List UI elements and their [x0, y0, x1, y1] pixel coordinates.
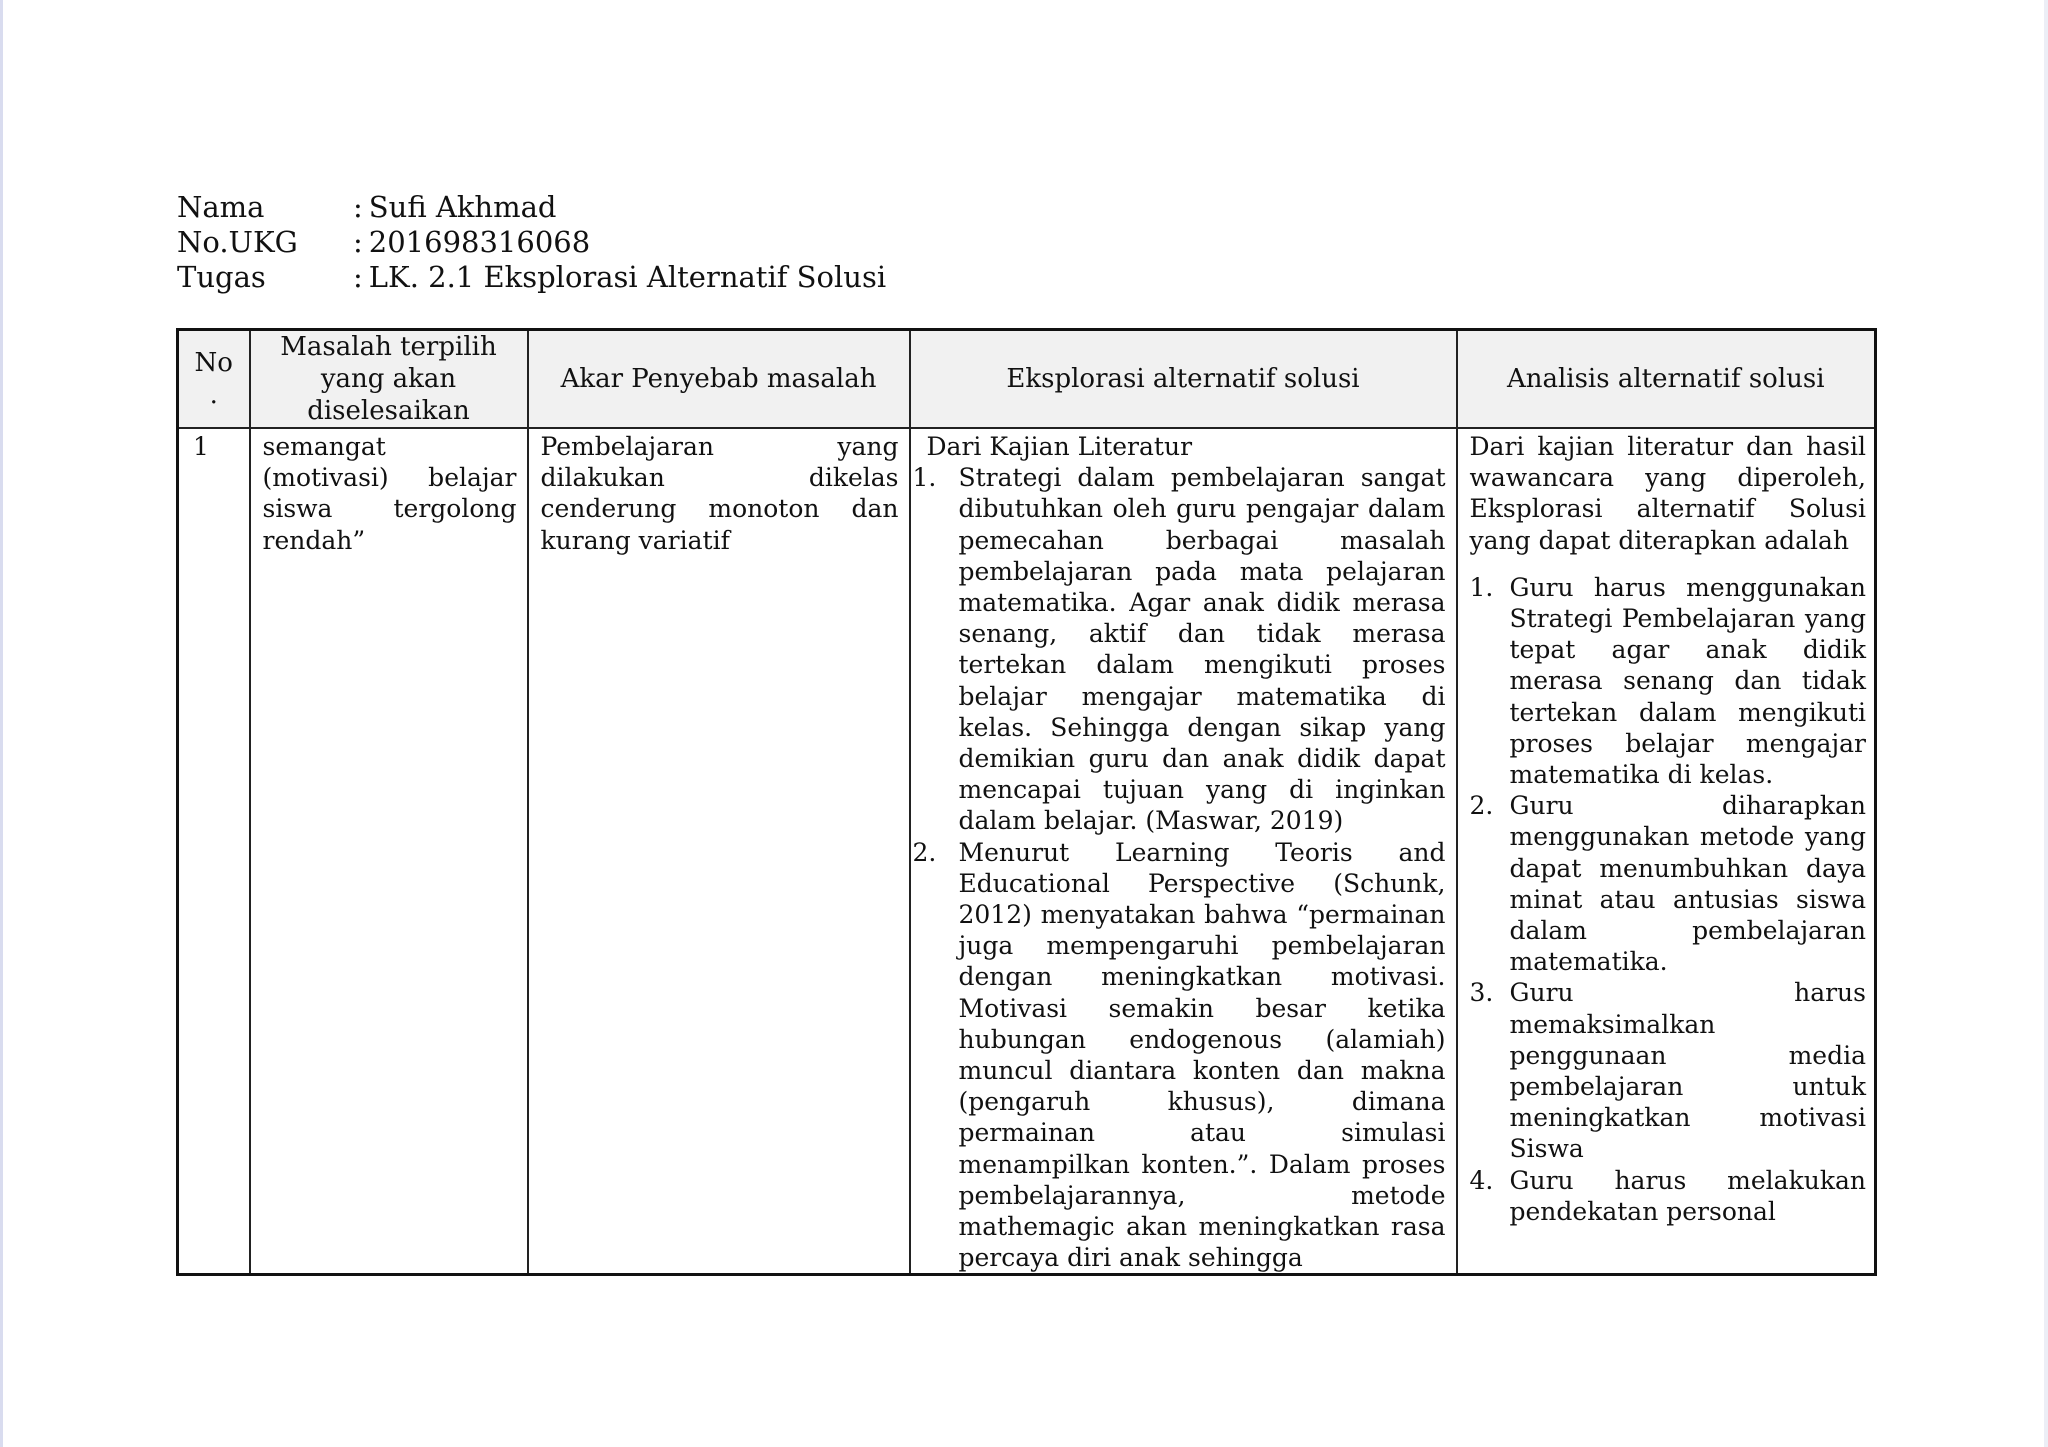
header-label: Nama	[177, 190, 265, 224]
page-edge	[2044, 0, 2048, 1447]
list-item	[1470, 1165, 1867, 1227]
header-separator: :	[353, 260, 363, 294]
list-item	[1470, 790, 1867, 977]
analisis-intro: Dari kajian literatur dan hasil wawancara yang diperoleh, Eksplorasi alternatif Solusi yang dapat diterapkan adalah	[1469, 432, 1866, 555]
table-row	[178, 428, 1876, 1275]
list-text: Menurut Learning Teoris and Educational Perspective (Schunk, 2012) menyatakan bahwa “permainan juga mempengaruhi pembelajaran dengan meningkatkan motivasi. Motivasi semakin besar ketika hubungan endogenous (alamiah) muncul diantara konten dan makna (pengaruh khusus), dimana permainan atau simulasi menampilkan konten.”. Dalam proses pembelajarannya, metode mathemagic akan meningkatkan rasa percaya diri anak sehingga	[958, 837, 1446, 1273]
cell-analisis	[1457, 428, 1876, 1275]
column-header-no: No .	[178, 330, 250, 429]
column-header-analisis: Analisis alternatif solusi	[1457, 330, 1876, 429]
header-field-no-ukg	[177, 225, 886, 260]
eksplorasi-intro: Dari Kajian Literatur	[926, 432, 1193, 461]
list-item	[1470, 977, 1867, 1164]
header-value: LK. 2.1 Eksplorasi Alternatif Solusi	[368, 260, 887, 294]
list-text: Guru harus menggunakan Strategi Pembelajaran yang tepat agar anak didik merasa senang dan tidak tertekan dalam mengikuti proses belajar mengajar matematika di kelas.	[1509, 572, 1866, 790]
list-text: Guru harus memaksimalkan penggunaan media pembelajaran untuk meningkatkan motivasi Siswa	[1509, 978, 1866, 1164]
header-label: Tugas	[177, 260, 266, 294]
document-header	[177, 190, 886, 295]
list-number: 4.	[1469, 1165, 1494, 1195]
list-number: 1.	[912, 463, 937, 493]
list-item	[1470, 572, 1867, 790]
header-separator: :	[353, 225, 363, 259]
header-field-tugas	[177, 260, 886, 295]
header-value: Sufi Akhmad	[368, 190, 557, 224]
header-label: No.UKG	[177, 225, 298, 259]
eksplorasi-list	[913, 462, 1446, 1273]
list-text: Guru diharapkan menggunakan metode yang dapat menumbuhkan daya minat atau antusias siswa dalam pembelajaran matematika.	[1509, 791, 1866, 977]
list-number: 1.	[1469, 572, 1494, 602]
header-value: 201698316068	[368, 225, 591, 259]
column-header-masalah: Masalah terpilih yang akan diselesaikan	[250, 330, 528, 429]
list-item	[913, 462, 1446, 836]
list-text: Strategi dalam pembelajaran sangat dibutuhkan oleh guru pengajar dalam pemecahan berbagai masalah pembelajaran pada mata pelajaran matematika. Agar anak didik merasa senang, aktif dan tidak merasa tertekan dalam mengikuti proses belajar mengajar matematika di kelas. Sehingga dengan sikap yang demikian guru dan anak didik dapat mencapai tujuan yang di inginkan dalam belajar. (Maswar, 2019)	[958, 463, 1446, 836]
page-edge	[0, 0, 3, 1447]
list-number: 2.	[1469, 791, 1494, 821]
cell-eksplorasi	[910, 428, 1457, 1275]
list-item	[913, 837, 1446, 1274]
table-header-row	[178, 330, 1876, 429]
list-number: 2.	[912, 837, 937, 867]
list-number: 3.	[1469, 978, 1494, 1008]
cell-no: 1	[178, 428, 250, 1275]
column-header-eksplorasi: Eksplorasi alternatif solusi	[910, 330, 1457, 429]
header-separator: :	[353, 190, 363, 224]
cell-masalah: semangat (motivasi) belajar siswa tergolong rendah”	[250, 428, 528, 1275]
list-text: Guru harus melakukan pendekatan personal	[1509, 1165, 1866, 1226]
solution-table	[176, 328, 1877, 1276]
column-header-akar: Akar Penyebab masalah	[528, 330, 910, 429]
analisis-list	[1470, 572, 1867, 1227]
header-field-nama	[177, 190, 886, 225]
cell-akar: Pembelajaran yang dilakukan dikelas cenderung monoton dan kurang variatif	[528, 428, 910, 1275]
